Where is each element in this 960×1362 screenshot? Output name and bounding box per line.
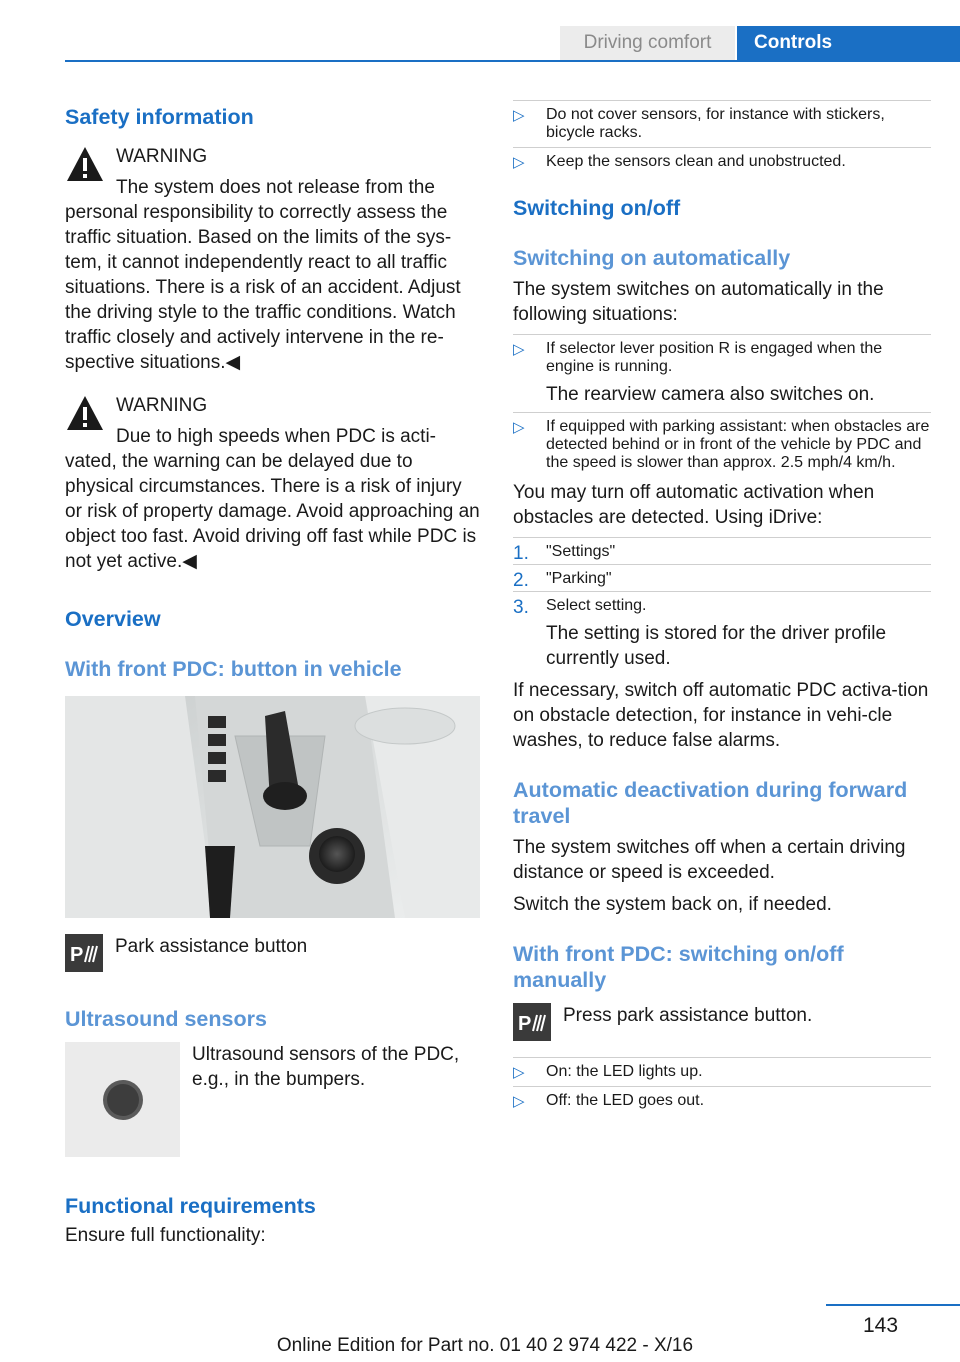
list-item-text: Do not cover sensors, for instance with stickers, bicycle racks. (546, 106, 885, 141)
auto-deactivation-text-2: Switch the system back on, if needed. (513, 894, 832, 915)
park-assist-button-icon (65, 934, 103, 972)
left-column (65, 100, 483, 1248)
requirements-list (513, 100, 931, 171)
svg-text:P: P (518, 1013, 532, 1035)
list-item-text: Keep the sensors clean and unobstructed. (546, 153, 846, 170)
front-pdc-heading: With front PDC: button in vehicle (65, 657, 402, 681)
triangle-bullet-icon: ▷ (513, 341, 525, 358)
ultrasound-heading: Ultrasound sensors (65, 1007, 267, 1031)
header-section-title: Driving comfort (560, 26, 735, 60)
triangle-bullet-icon: ▷ (513, 107, 525, 124)
triangle-bullet-icon: ▷ (513, 1064, 525, 1081)
manual-text: Press park assistance button. (563, 1005, 813, 1026)
list-item (513, 106, 931, 142)
step-text: Select setting. (546, 597, 647, 614)
overview-heading: Overview (65, 607, 161, 631)
list-item-text: On: the LED lights up. (546, 1063, 703, 1080)
triangle-bullet-icon: ▷ (513, 154, 525, 171)
warning-triangle-icon (65, 393, 105, 433)
step-number: 3. (513, 597, 529, 618)
triangle-bullet-icon: ▷ (513, 419, 525, 436)
list-item-text: If equipped with parking assistant: when obstacles are detected behind or in front of the vehicle by PDC and the speed is slower than approx. 2.5 mph/4 km/h. (546, 418, 930, 471)
auto-on-heading: Switching on automatically (513, 246, 791, 270)
ultrasound-row (65, 1042, 483, 1163)
ultrasound-text: Ultrasound sensors of the PDC, e.g., in the bumpers. (192, 1044, 460, 1090)
functional-text: Ensure full functionality: (65, 1225, 266, 1246)
list-item (513, 340, 931, 407)
list-item-note: The rearview camera also switches on. (546, 384, 875, 405)
switching-heading: Switching on/off (513, 196, 681, 220)
manual-row (513, 1003, 931, 1045)
if-necessary-text: If necessary, switch off automatic PDC activa‐tion on obstacle detection, for instance in vehi‐cle washes, to reduce false alarms. (513, 680, 929, 751)
auto-deactivation-heading: Automatic deactivation during forward travel (513, 778, 908, 828)
functional-heading: Functional requirements (65, 1194, 316, 1218)
header-chapter-tab (737, 26, 960, 62)
warning-block-1 (65, 144, 483, 375)
safety-heading: Safety information (65, 105, 254, 129)
step-note: The setting is stored for the driver profile currently used. (546, 623, 887, 669)
step-number: 2. (513, 570, 529, 591)
steps-list (513, 537, 931, 671)
park-assist-caption: Park assistance button (115, 936, 308, 957)
ultrasound-sensor-image (65, 1042, 180, 1157)
auto-on-text: The system switches on automatically in the following situations: (513, 279, 884, 325)
list-item (513, 1086, 931, 1110)
warning-1-label: WARNING (116, 146, 208, 167)
warning-1-text: The system does not release from the personal responsibility to correctly assess the traffic situation. Based on the limits of the sys‐tem, it cannot independently react to all traffic situations. There is a risk of an accident. Adjust the driving style to the traffic conditions. Watch traffic closely and actively intervene in the re‐spective situations.◀ (65, 177, 461, 373)
list-item-text: Off: the LED goes out. (546, 1092, 705, 1109)
right-column (513, 100, 931, 1110)
list-item (513, 1063, 931, 1081)
park-assist-button-icon (513, 1003, 551, 1041)
triangle-bullet-icon: ▷ (513, 1093, 525, 1110)
list-item-text: If selector lever position R is engaged when the engine is running. (546, 340, 883, 375)
list-item (513, 147, 931, 171)
auto-deactivation-text-1: The system switches off when a certain driving distance or speed is exceeded. (513, 837, 906, 883)
button-caption-row (65, 934, 483, 976)
footer-edition: Online Edition for Part no. 01 40 2 974 422 - X/16 (276, 1335, 694, 1356)
auto-on-list (513, 334, 931, 472)
step-item (513, 591, 931, 671)
header-chapter-label: Controls (754, 32, 833, 53)
turn-off-text: You may turn off automatic activation when obstacles are detected. Using iDrive: (513, 482, 875, 528)
step-item (513, 564, 931, 591)
center-console-illustration (65, 696, 480, 918)
warning-block-2 (65, 393, 483, 574)
warning-2-label: WARNING (116, 395, 208, 416)
header-rule (65, 60, 960, 62)
warning-triangle-icon (65, 144, 105, 184)
step-text: "Settings" (546, 543, 616, 560)
page-number: 143 (863, 1314, 899, 1337)
step-text: "Parking" (546, 570, 612, 587)
step-number: 1. (513, 543, 529, 564)
warning-2-text: Due to high speeds when PDC is acti‐vated, the warning can be delayed due to physical circumstances. There is a risk of injury or risk of property damage. Avoid approaching an object too fast. Avoid driving off fast while PDC is not yet active.◀ (65, 426, 480, 572)
center-console-photo (65, 696, 480, 918)
svg-text:P: P (70, 944, 84, 966)
list-item (513, 412, 931, 472)
step-item (513, 543, 931, 564)
footer-rule (826, 1304, 960, 1306)
manual-heading: With front PDC: switching on/off manually (513, 942, 844, 992)
led-list (513, 1057, 931, 1110)
